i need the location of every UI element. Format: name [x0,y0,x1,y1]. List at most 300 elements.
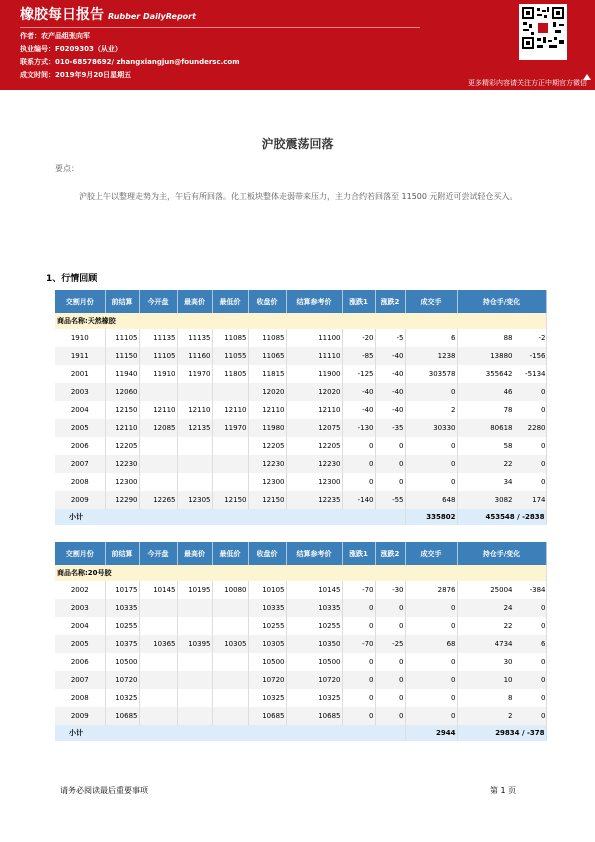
open-interest-change: 0 [541,442,546,450]
column-header: 前结算 [105,542,139,565]
footer-notice: 请务必阅读最后重要事项 [60,786,148,795]
table-cell: 12230 [286,455,342,473]
open-interest-change: 0 [541,622,546,630]
table-cell: 12110 [286,401,342,419]
open-interest-value: 78 [503,406,513,414]
table-cell [177,617,212,635]
table-row [55,707,546,725]
table-cell: 12300 [105,473,139,491]
open-interest-value: 13880 [490,352,513,360]
table-cell: 0 [375,671,405,689]
table-row [55,365,546,383]
table-cell: 10685 [105,707,139,725]
table-cell [457,653,546,671]
contract-month-cell: 2005 [55,635,105,653]
table-header-row [55,542,546,565]
table-cell: 0 [405,671,457,689]
table-cell: 10335 [105,599,139,617]
table-cell [457,419,546,437]
table-cell: 11065 [248,347,286,365]
table-cell: 12235 [286,491,342,509]
table-cell: -55 [375,491,405,509]
table-cell: 68 [405,635,457,653]
author-line: 作者：农产品组张向军 [20,32,90,40]
table-cell: 12305 [177,491,212,509]
column-header: 收盘价 [248,542,286,565]
table-row [55,473,546,491]
table-cell [177,383,212,401]
table-cell: -70 [342,581,375,599]
table-header-row [55,290,546,313]
table-cell [212,455,248,473]
table-cell: 0 [405,437,457,455]
header-divider [20,27,420,28]
open-interest-change: 0 [541,478,546,486]
table-cell: 0 [342,437,375,455]
subtotal-open-interest: 29834 / -378 [457,725,546,741]
table-cell [212,653,248,671]
table-cell: 0 [405,599,457,617]
open-interest-change: 0 [541,604,546,612]
table-cell: 12020 [248,383,286,401]
contract-month-cell: 2008 [55,473,105,491]
table-cell [212,617,248,635]
open-interest-value: 2 [508,712,513,720]
open-interest-change: 0 [541,460,546,468]
table-cell [177,653,212,671]
report-header [0,0,595,90]
open-interest-value: 8 [508,694,513,702]
open-interest-value: 22 [503,622,513,630]
contract-month-cell: 1911 [55,347,105,365]
column-header: 持仓手/变化 [457,290,546,313]
table-cell: 12300 [286,473,342,491]
open-interest-value: 10 [503,676,513,684]
table-cell: 11055 [212,347,248,365]
open-interest-change: 0 [541,676,546,684]
table-cell [457,491,546,509]
table-cell: -125 [342,365,375,383]
table-row [55,599,546,617]
table-cell: 12060 [105,383,139,401]
table-cell [139,599,177,617]
table-cell [139,437,177,455]
table-cell: -70 [342,635,375,653]
open-interest-change: 6 [541,640,546,648]
table-row [55,617,546,635]
open-interest-value: 58 [503,442,513,450]
table-cell: -40 [375,401,405,419]
contract-month-cell: 2009 [55,707,105,725]
table-cell: 11150 [105,347,139,365]
table-cell: 12230 [105,455,139,473]
column-header: 持仓手/变化 [457,542,546,565]
table-cell: 0 [342,455,375,473]
table-cell: 10335 [286,599,342,617]
table-cell [177,689,212,707]
table-cell: 10325 [286,689,342,707]
table-cell: 10395 [177,635,212,653]
contract-month-cell: 2004 [55,401,105,419]
table-cell: 12150 [105,401,139,419]
column-header: 涨跌2 [375,290,405,313]
contact-line: 联系方式：010-68578692/ zhangxiangjun@foundersc.com [20,58,240,66]
table-cell [177,671,212,689]
table-cell: 0 [342,617,375,635]
table-cell: 0 [405,455,457,473]
table-cell: 12230 [248,455,286,473]
table-row [55,329,546,347]
open-interest-value: 88 [503,334,513,342]
table-cell: 12205 [105,437,139,455]
column-header: 今开盘 [139,290,177,313]
table-cell: 0 [375,599,405,617]
table-row [55,347,546,365]
qr-code-icon[interactable] [519,4,567,60]
subtotal-volume: 2944 [405,725,457,741]
table-row [55,581,546,599]
table-cell: 10105 [248,581,286,599]
open-interest-value: 80618 [490,424,513,432]
report-title-cn: 橡胶每日报告 [20,7,104,23]
open-interest-change: 174 [532,496,546,504]
table-cell: 12110 [177,401,212,419]
table-cell [457,617,546,635]
contract-month-cell: 2006 [55,653,105,671]
table-cell: 12300 [248,473,286,491]
table-row [55,401,546,419]
table-cell [177,437,212,455]
open-interest-value: 46 [503,388,513,396]
table-cell [139,671,177,689]
open-interest-value: 25004 [490,586,513,594]
table-cell [457,365,546,383]
table-row [55,437,546,455]
table-cell [139,617,177,635]
table-cell: 11900 [286,365,342,383]
table-cell: 0 [405,383,457,401]
table-cell: 10195 [177,581,212,599]
open-interest-change: 0 [541,388,546,396]
group-row [55,313,546,329]
open-interest-change: 0 [541,712,546,720]
table-cell: 0 [342,473,375,491]
table-cell: 0 [375,653,405,671]
subtotal-volume: 335802 [405,509,457,525]
tsr20-rubber-table [55,542,547,741]
table-cell: 12150 [212,491,248,509]
table-cell [212,383,248,401]
table-cell: 11805 [212,365,248,383]
table-cell: 10255 [105,617,139,635]
key-points-label: 要点： [55,164,79,173]
date-line: 成文时间：2019年9月20日星期五 [20,71,132,79]
contract-month-cell: 2002 [55,581,105,599]
table-row [55,671,546,689]
table-cell: -30 [375,581,405,599]
table-cell: 0 [375,617,405,635]
license-line: 执业编号：F0209303（从业） [20,45,122,53]
contract-month-cell: 2008 [55,689,105,707]
table-row [55,689,546,707]
open-interest-change: 0 [541,406,546,414]
table-cell: 10325 [105,689,139,707]
table-cell [212,689,248,707]
table-cell: 0 [375,707,405,725]
table-cell [177,455,212,473]
table-cell: 0 [405,617,457,635]
column-header: 成交手 [405,542,457,565]
subtotal-row [55,509,546,525]
subtotal-label: 小计 [55,725,405,741]
column-header: 最高价 [177,542,212,565]
column-header: 涨跌1 [342,290,375,313]
table-cell [212,599,248,617]
open-interest-value: 24 [503,604,513,612]
column-header: 交割月份 [55,542,105,565]
contract-month-cell: 2003 [55,599,105,617]
table-row [55,491,546,509]
table-cell: 11085 [212,329,248,347]
table-cell: 0 [375,689,405,707]
table-cell: -40 [375,347,405,365]
section-title: 1、行情回顾 [46,274,98,284]
table-cell: 10720 [248,671,286,689]
table-cell: 0 [342,671,375,689]
table-cell: 12110 [212,401,248,419]
table-cell: 10080 [212,581,248,599]
table-cell: -40 [375,365,405,383]
table-cell [457,671,546,689]
table-cell [212,437,248,455]
table-row [55,383,546,401]
table-cell: 10375 [105,635,139,653]
table-cell: 10685 [286,707,342,725]
table-cell: 0 [375,473,405,491]
wechat-follow-text[interactable]: 更多精彩内容请关注方正中期官方微信 [468,79,587,87]
contract-month-cell: 2005 [55,419,105,437]
open-interest-value: 34 [503,478,513,486]
contract-month-cell: 2006 [55,437,105,455]
table-cell [139,707,177,725]
table-cell: 10685 [248,707,286,725]
open-interest-change: -2 [538,334,546,342]
table-cell: 30330 [405,419,457,437]
column-header: 前结算 [105,290,139,313]
table-cell: 12265 [139,491,177,509]
table-cell [212,473,248,491]
table-cell: 0 [342,599,375,617]
table-cell: 10305 [212,635,248,653]
table-cell [457,347,546,365]
table-cell: 1238 [405,347,457,365]
table-cell [139,653,177,671]
table-cell: 11085 [248,329,286,347]
table-cell: 0 [405,473,457,491]
table-cell [457,635,546,653]
contract-month-cell: 1910 [55,329,105,347]
table-cell: 10145 [286,581,342,599]
table-cell: 11970 [212,419,248,437]
table-cell: -25 [375,635,405,653]
table-cell [177,599,212,617]
column-header: 最低价 [212,542,248,565]
table-cell: -40 [342,383,375,401]
table-cell: 2 [405,401,457,419]
group-label: 商品名称:天然橡胶 [55,313,546,329]
summary-paragraph: 沪胶上午以整理走势为主，午后有所回落。化工板块整体走弱带来压力，主力合约若回落至 11500 元附近可尝试轻仓买入。 [79,192,518,201]
open-interest-change: -5134 [525,370,546,378]
table-cell: 12085 [139,419,177,437]
document-title: 沪胶震荡回落 [261,137,334,151]
open-interest-change: -384 [529,586,546,594]
open-interest-value: 22 [503,460,513,468]
contract-month-cell: 2003 [55,383,105,401]
table-cell: 12110 [105,419,139,437]
table-cell: 0 [342,689,375,707]
table-cell: 0 [405,689,457,707]
column-header: 最高价 [177,290,212,313]
table-cell [139,689,177,707]
table-cell: 6 [405,329,457,347]
column-header: 成交手 [405,290,457,313]
contract-month-cell: 2007 [55,671,105,689]
table-cell [212,671,248,689]
subtotal-label: 小计 [55,509,405,525]
subtotal-row [55,725,546,741]
table-cell [139,383,177,401]
table-cell: 11100 [286,329,342,347]
table-cell: 0 [375,455,405,473]
table-cell: 11980 [248,419,286,437]
table-cell: 10335 [248,599,286,617]
table-cell: 12110 [248,401,286,419]
table-cell: 10145 [139,581,177,599]
table-cell: 10500 [105,653,139,671]
table-cell [457,401,546,419]
table-cell: -35 [375,419,405,437]
table-cell [139,473,177,491]
table-cell: 12205 [248,437,286,455]
column-header: 收盘价 [248,290,286,313]
table-cell: 10350 [286,635,342,653]
table-cell: 11135 [177,329,212,347]
table-cell: 12205 [286,437,342,455]
table-cell: -40 [342,401,375,419]
table-cell: 10500 [248,653,286,671]
open-interest-value: 355642 [485,370,513,378]
group-label: 商品名称:20号胶 [55,565,546,581]
open-interest-change: 2280 [527,424,546,432]
table-cell [457,707,546,725]
column-header: 结算参考价 [286,290,342,313]
open-interest-change: -156 [529,352,546,360]
table-cell [457,329,546,347]
table-cell: 11135 [139,329,177,347]
table-cell [457,581,546,599]
table-cell: 12135 [177,419,212,437]
table-cell: 648 [405,491,457,509]
table-cell: 10255 [286,617,342,635]
table-cell: 11105 [105,329,139,347]
table-row [55,419,546,437]
table-cell: 11940 [105,365,139,383]
table-cell [457,383,546,401]
table-cell: 0 [405,653,457,671]
table-cell [139,455,177,473]
table-cell [212,707,248,725]
table-cell: 303578 [405,365,457,383]
group-row [55,565,546,581]
table-cell: -5 [375,329,405,347]
table-cell [457,599,546,617]
report-title-en: Rubber DailyReport [108,12,196,21]
table-cell: -20 [342,329,375,347]
table-cell: 10255 [248,617,286,635]
subtotal-open-interest: 453548 / -2838 [457,509,546,525]
contract-month-cell: 2007 [55,455,105,473]
table-cell: 12290 [105,491,139,509]
report-title [20,4,196,24]
open-interest-value: 30 [503,658,513,666]
table-cell: 0 [342,707,375,725]
column-header: 涨跌2 [375,542,405,565]
table-cell: 11815 [248,365,286,383]
open-interest-value: 4734 [494,640,513,648]
table-cell: 12110 [139,401,177,419]
table-cell: 11105 [139,347,177,365]
table-cell: 0 [405,707,457,725]
table-cell: 10305 [248,635,286,653]
table-cell: 11160 [177,347,212,365]
table-row [55,635,546,653]
table-cell [457,689,546,707]
table-cell: 0 [342,653,375,671]
contract-month-cell: 2001 [55,365,105,383]
table-cell [177,707,212,725]
contract-month-cell: 2009 [55,491,105,509]
table-cell: 10500 [286,653,342,671]
table-cell: -85 [342,347,375,365]
table-cell: -40 [375,383,405,401]
table-cell: -130 [342,419,375,437]
up-arrow-icon [583,74,591,80]
table-cell: 12150 [248,491,286,509]
column-header: 最低价 [212,290,248,313]
open-interest-change: 0 [541,658,546,666]
column-header: 涨跌1 [342,542,375,565]
table-cell [457,455,546,473]
table-row [55,455,546,473]
table-cell: 2876 [405,581,457,599]
table-cell: 12075 [286,419,342,437]
table-cell: 11970 [177,365,212,383]
page-number: 第 1 页 [490,786,517,795]
table-cell: 10365 [139,635,177,653]
table-cell: 0 [375,437,405,455]
table-cell: 12020 [286,383,342,401]
table-cell [177,473,212,491]
natural-rubber-table [55,290,547,525]
table-row [55,653,546,671]
table-cell: 11910 [139,365,177,383]
column-header: 结算参考价 [286,542,342,565]
table-cell: 11110 [286,347,342,365]
open-interest-change: 0 [541,694,546,702]
table-cell: 10325 [248,689,286,707]
column-header: 今开盘 [139,542,177,565]
contract-month-cell: 2004 [55,617,105,635]
